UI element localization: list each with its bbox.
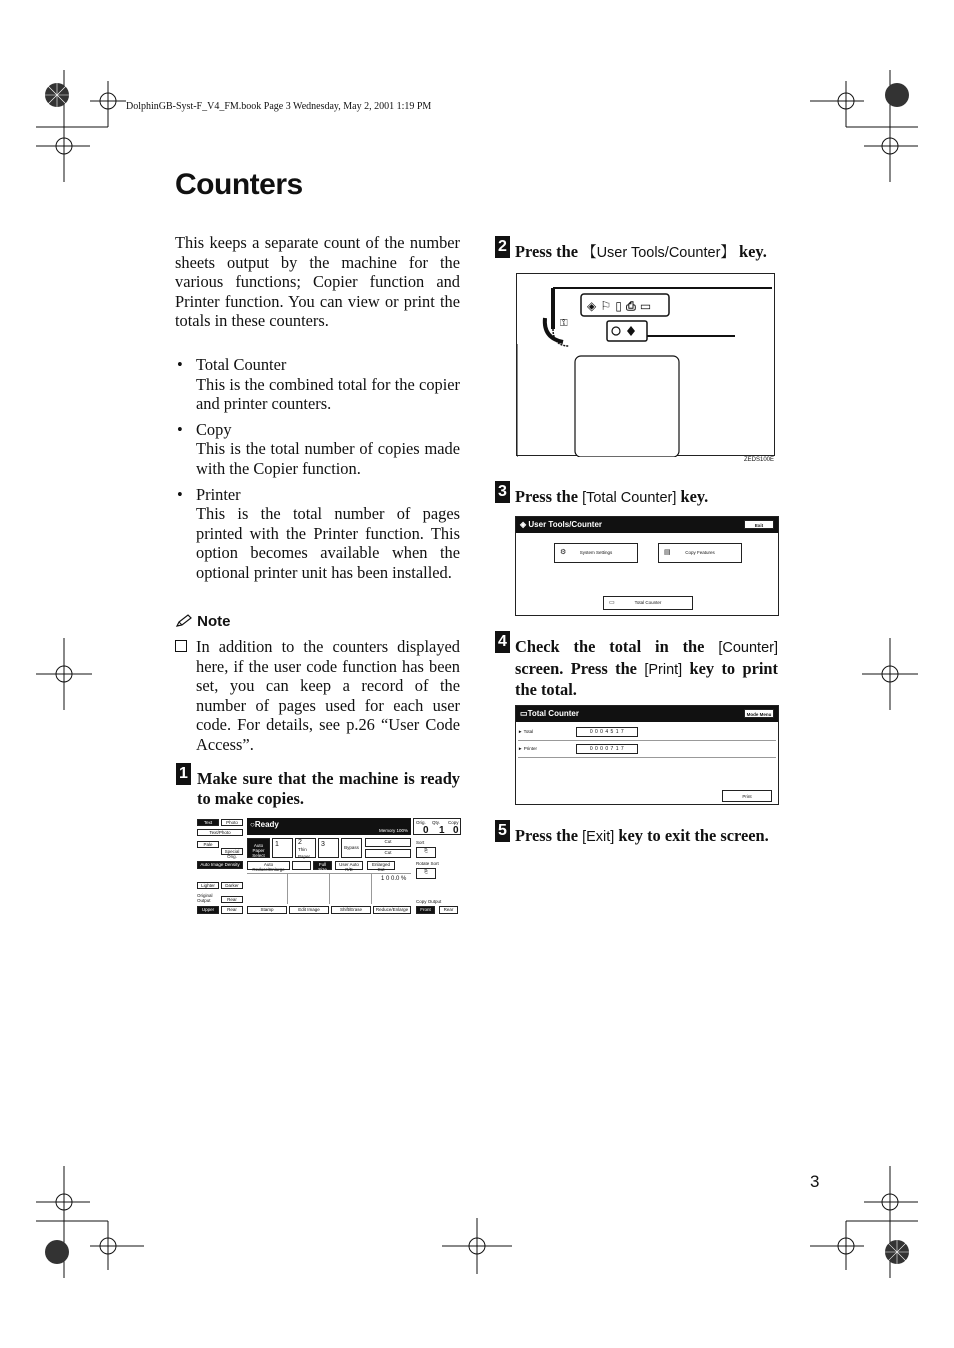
note-body (175, 637, 460, 755)
step-number-1: 1 (176, 763, 191, 785)
bypass-button[interactable]: Bypass (341, 838, 362, 858)
front-button[interactable]: Front (416, 906, 435, 914)
reduce-enlarge-button[interactable]: Reduce/Enlarge (373, 906, 411, 914)
step-5-text: Press the [Exit] key to exit the screen. (515, 826, 769, 845)
total-value: 0 0 0 4 5 1 7 (576, 727, 638, 737)
file-header: DolphinGB-Syst-F_V4_FM.book Page 3 Wednesday, May 2, 2001 1:19 PM (126, 101, 432, 112)
list-item-label: Printer (196, 484, 241, 504)
control-panel-illustration (516, 273, 775, 456)
printer-value: 0 0 0 0 7 1 7 (576, 744, 638, 754)
stamp-button[interactable]: Stamp (247, 906, 287, 914)
step-number-2: 2 (495, 236, 510, 258)
list-item-desc: This is the total number of pages printed with the Printer function. This option becomes available when the optional printer unit has been installed. (196, 504, 460, 582)
intro-paragraph: This keeps a separate count of the number sheets output by the machine for the various functions; Copier function and Printer function. You can view or print the totals in these counters. (175, 233, 460, 331)
step-1-text: Make sure that the machine is ready to make copies. (197, 769, 460, 808)
step-number-4: 4 (495, 631, 510, 653)
ratio-preset-button[interactable] (292, 861, 311, 870)
qty-count: 1 (439, 825, 445, 836)
panel-caption: ZEDS100E (744, 457, 775, 463)
copy-count: 0 (453, 825, 459, 836)
total-label: Total (523, 729, 534, 734)
sort-button[interactable]: ⎘ (416, 847, 436, 858)
list-item-label: Copy (196, 419, 232, 439)
tray-2-button[interactable]: 2 Thin Paper (295, 838, 316, 858)
mode-menu-button[interactable]: Mode Menu (744, 709, 774, 718)
total-counter-title-bar (516, 706, 778, 722)
ready-status: ○Ready (250, 820, 279, 829)
photo-button[interactable]: Photo (221, 819, 243, 826)
exit-key-label: [Exit] (582, 829, 615, 845)
lighter-button[interactable]: Lighter (197, 882, 219, 889)
table-row: ► Total 0 0 0 4 5 1 7 (518, 726, 776, 741)
user-auto-re-button[interactable]: User Auto R/E (335, 861, 363, 870)
tray-3-button[interactable]: 3 (318, 838, 339, 858)
user-tools-title-bar (516, 517, 778, 533)
user-tools-icon: ◈ (520, 520, 527, 529)
list-item-desc: This is the total number of copies made with the Copier function. (196, 439, 460, 478)
printer-label: Printer (523, 746, 537, 751)
note-heading-label: Note (197, 613, 231, 630)
user-tools-key-label: 【User Tools/Counter】 (582, 245, 735, 261)
full-size-button[interactable]: Full Size (313, 861, 332, 870)
shift-erase-button[interactable]: Shift/Erase (331, 906, 371, 914)
print-button[interactable]: Print (722, 790, 772, 802)
pencil-icon (175, 614, 193, 628)
step-number-5: 5 (495, 820, 510, 842)
sort-label: Sort (416, 840, 425, 845)
darker-button[interactable]: Darker (221, 882, 243, 889)
copy-output-label: Copy Output (416, 899, 442, 904)
exit-button[interactable]: Exit (744, 520, 774, 529)
auto-reduce-enlarge-button[interactable]: Auto Reduce/Enlarge (247, 861, 290, 870)
rotate-sort-label: Rotate Sort (416, 861, 439, 866)
step-number-3: 3 (495, 481, 510, 503)
rear-output-button[interactable]: Rear (221, 906, 243, 914)
cut-button[interactable]: Cut (365, 838, 411, 847)
counter-icon: ▭ (520, 709, 528, 718)
user-tools-title: User Tools/Counter (528, 520, 603, 529)
svg-text:◈ ⚐ ▯ ⎙ ▭: ◈ ⚐ ▯ ⎙ ▭ (587, 299, 652, 313)
list-item-desc: This is the combined total for the copier and printer counters. (196, 374, 460, 414)
counter-icon: ▭ (609, 600, 615, 606)
page-number: 3 (810, 1172, 820, 1191)
special-orig-button[interactable]: Special Orig. (221, 848, 243, 855)
rear-face-button[interactable]: Rear (439, 906, 458, 914)
enlarged-cut-button[interactable]: Enlarged Cut (367, 861, 395, 870)
total-counter-title: Total Counter (527, 709, 579, 718)
edit-image-button[interactable]: Edit Image (289, 906, 329, 914)
count-display: Orig. Qty. Copy 0 1 0 (413, 818, 461, 835)
checkbox-icon (175, 640, 187, 652)
total-counter-screen (515, 705, 779, 805)
user-tools-screen (515, 516, 779, 616)
info-area (247, 873, 411, 904)
orig-count: 0 (423, 825, 429, 836)
page-title: Counters (175, 168, 303, 201)
text-photo-button[interactable]: Text/Photo (197, 829, 243, 836)
tray-1-button[interactable]: 1 (272, 838, 293, 858)
text-button[interactable]: Text (197, 819, 219, 826)
step-2-text: Press the 【User Tools/Counter】 key. (515, 242, 767, 261)
counter-key-label: [Counter] (718, 640, 778, 656)
list-item: • Copy This is the total number of copies made with the Copier function. (177, 419, 460, 478)
system-settings-button[interactable]: ⚙ System Settings (554, 543, 638, 563)
note-heading (175, 613, 231, 630)
panel-drawing (517, 274, 776, 457)
list-item: • Total Counter This is the combined total for the copier and printer counters. (177, 355, 460, 414)
memory-status: Memory 100% (378, 828, 408, 833)
auto-paper-select-button[interactable]: Auto Paper Select (247, 838, 270, 858)
original-output-label: Original Output (197, 893, 213, 903)
counter-list (175, 355, 460, 589)
print-key-label: [Print] (644, 661, 683, 678)
status-bar (247, 818, 411, 835)
copier-screen (197, 817, 461, 917)
lock-icon: ⚿ (560, 318, 568, 329)
table-row: ► Printer 0 0 0 0 7 1 7 (518, 743, 776, 758)
pale-button[interactable]: Pale (197, 841, 219, 848)
list-item: • Printer This is the total number of pages printed with the Printer function. This option becomes available when the optional printer unit has been installed. (177, 484, 460, 582)
note-text: In addition to the counters displayed here, if the user code function has been set, you can keep a record of the number of pages used for each user code. For details, see p.26 “User Code Access”. (196, 637, 460, 754)
step-3-text: Press the [Total Counter] key. (515, 487, 709, 506)
total-counter-key-label: [Total Counter] (582, 490, 677, 506)
separate-cut-button[interactable]: Cut (365, 849, 411, 858)
step-4-text: Check the total in the [Counter] screen. Press the [Print] key to print the total. (515, 637, 778, 700)
rotate-sort-button[interactable]: ⎘ (416, 868, 436, 879)
rear-button[interactable]: Rear (221, 896, 243, 903)
settings-icon: ⚙ (560, 549, 567, 556)
auto-image-density-button[interactable]: Auto Image Density (197, 861, 243, 869)
copy-features-button[interactable]: ▤ Copy Features (658, 543, 742, 563)
copy-icon: ▤ (664, 549, 671, 556)
total-counter-button[interactable]: ▭ Total Counter (603, 596, 693, 610)
upper-button[interactable]: Upper (197, 906, 219, 914)
ratio-display: 1 0 0.0 % (381, 876, 407, 882)
list-item-label: Total Counter (196, 355, 287, 374)
